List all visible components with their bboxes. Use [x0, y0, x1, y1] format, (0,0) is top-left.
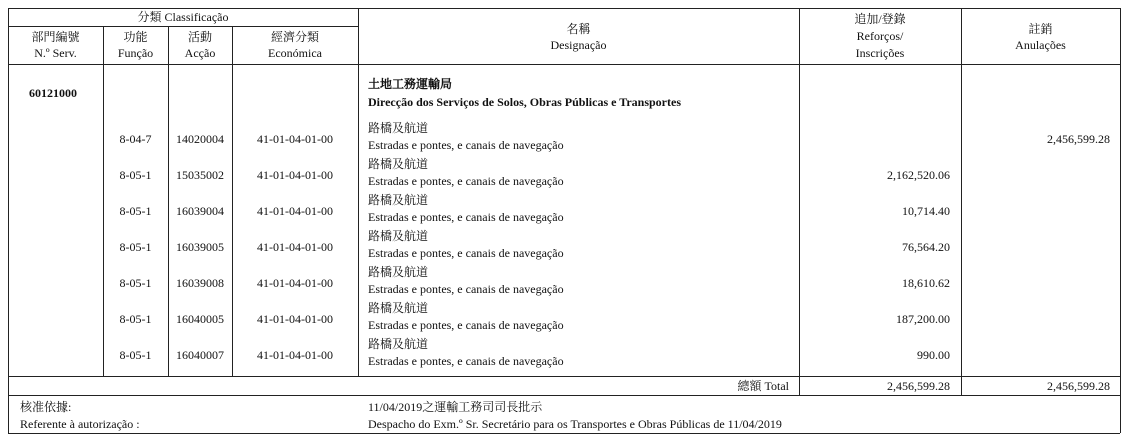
row-desc-pt: Estradas e pontes, e canais de navegação [368, 354, 564, 368]
row-reforcos: 18,610.62 [902, 276, 950, 290]
header-reforcos-zh: 追加/登錄 [854, 12, 906, 26]
header-reforcos-pt2: Inscrições [855, 46, 905, 60]
row-economica: 41-01-04-01-00 [257, 276, 333, 290]
total-label: 總額 Total [737, 379, 789, 393]
service-name-zh: 土地工務運輸局 [368, 77, 453, 91]
footer-label-pt: Referente à autorização : [20, 417, 140, 431]
row-desc-zh: 路橋及航道 [368, 229, 429, 243]
row-reforcos: 10,714.40 [902, 204, 950, 218]
header-economica-zh: 經濟分類 [270, 30, 319, 44]
rule-body-bottom [8, 376, 1120, 377]
row-anulacoes: 2,456,599.28 [1047, 132, 1110, 146]
row-desc-pt: Estradas e pontes, e canais de navegação [368, 174, 564, 188]
row-economica: 41-01-04-01-00 [257, 204, 333, 218]
row-desc-pt: Estradas e pontes, e canais de navegação [368, 246, 564, 260]
header-classification: 分類 Classificação [137, 10, 229, 24]
row-economica: 41-01-04-01-00 [257, 348, 333, 362]
row-accao: 14020004 [176, 132, 224, 146]
service-code: 60121000 [29, 86, 77, 100]
row-accao: 15035002 [176, 168, 224, 182]
row-desc-pt: Estradas e pontes, e canais de navegação [368, 282, 564, 296]
header-reforcos-pt1: Reforços/ [856, 29, 904, 43]
row-desc-pt: Estradas e pontes, e canais de navegação [368, 318, 564, 332]
rule-total-bottom [8, 395, 1120, 396]
header-designacao-pt: Designação [550, 38, 607, 52]
header-accao-pt: Acção [184, 46, 216, 60]
rule-left [8, 8, 9, 433]
row-desc-pt: Estradas e pontes, e canais de navegação [368, 210, 564, 224]
row-funcao: 8-05-1 [119, 276, 152, 290]
row-economica: 41-01-04-01-00 [257, 240, 333, 254]
row-accao: 16040005 [176, 312, 224, 326]
row-funcao: 8-05-1 [119, 348, 152, 362]
header-funcao-pt: Função [117, 46, 154, 60]
row-desc-zh: 路橋及航道 [368, 265, 429, 279]
rule-classification [8, 26, 358, 27]
row-desc-zh: 路橋及航道 [368, 121, 429, 135]
header-designacao-zh: 名稱 [566, 22, 591, 36]
rule-header-bottom [8, 64, 1120, 65]
row-accao: 16039008 [176, 276, 224, 290]
header-anulacoes-pt: Anulações [1015, 38, 1066, 52]
row-desc-pt: Estradas e pontes, e canais de navegação [368, 138, 564, 152]
row-economica: 41-01-04-01-00 [257, 132, 333, 146]
row-funcao: 8-05-1 [119, 204, 152, 218]
row-economica: 41-01-04-01-00 [257, 312, 333, 326]
row-funcao: 8-05-1 [119, 168, 152, 182]
row-accao: 16039005 [176, 240, 224, 254]
rule-top [8, 8, 1120, 9]
header-anulacoes-zh: 註銷 [1028, 22, 1053, 36]
row-desc-zh: 路橋及航道 [368, 193, 429, 207]
header-service-zh: 部門編號 [31, 30, 80, 44]
total-anulacoes: 2,456,599.28 [1047, 379, 1110, 393]
header-economica-pt: Económica [268, 46, 322, 60]
rule-right [1120, 8, 1121, 433]
row-desc-zh: 路橋及航道 [368, 157, 429, 171]
service-name-pt: Direcção dos Serviços de Solos, Obras Públicas e Transportes [368, 95, 681, 109]
footer-value-zh: 11/04/2019之運輸工務司司長批示 [368, 400, 543, 414]
row-funcao: 8-05-1 [119, 240, 152, 254]
row-reforcos: 2,162,520.06 [887, 168, 950, 182]
header-service-pt: N.º Serv. [34, 46, 77, 60]
rule-col-economica [358, 8, 359, 376]
total-reforcos: 2,456,599.28 [887, 379, 950, 393]
header-accao-zh: 活動 [187, 30, 212, 44]
footer-value-pt: Despacho do Exm.º Sr. Secretário para os Transportes e Obras Públicas de 11/04/2019 [368, 417, 782, 431]
row-reforcos: 990.00 [917, 348, 950, 362]
row-reforcos: 76,564.20 [902, 240, 950, 254]
row-economica: 41-01-04-01-00 [257, 168, 333, 182]
row-funcao: 8-05-1 [119, 312, 152, 326]
footer-label-zh: 核准依據: [20, 400, 72, 414]
row-funcao: 8-04-7 [119, 132, 152, 146]
rule-col-reforcos [961, 8, 962, 395]
row-desc-zh: 路橋及航道 [368, 337, 429, 351]
rule-footer-bottom [8, 433, 1120, 434]
header-funcao-zh: 功能 [123, 30, 148, 44]
row-reforcos: 187,200.00 [896, 312, 950, 326]
rule-col-designacao [799, 8, 800, 395]
row-desc-zh: 路橋及航道 [368, 301, 429, 315]
row-accao: 16039004 [176, 204, 224, 218]
row-accao: 16040007 [176, 348, 224, 362]
